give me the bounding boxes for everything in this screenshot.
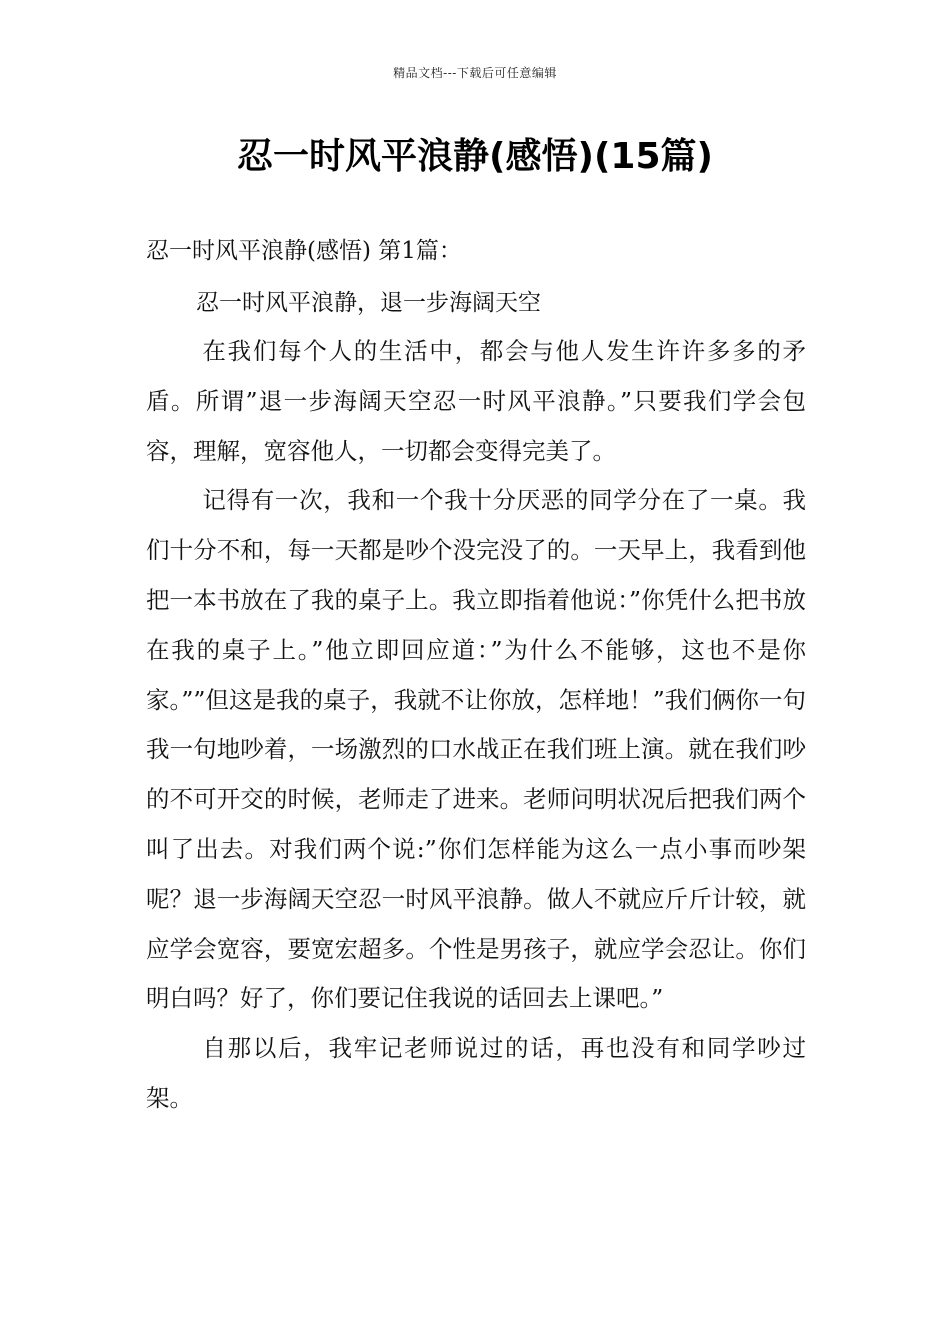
paragraph: 在我们每个人的生活中，都会与他人发生许许多多的矛盾。所谓”退一步海阔天空忍一时风平浪静。”只要我们学会包容，理解，宽容他人，一切都会变得完美了。: [146, 337, 806, 465]
paragraph: 自那以后，我牢记老师说过的话，再也没有和同学吵过架。: [146, 1034, 806, 1112]
header-note: 精品文档---下载后可任意编辑: [393, 66, 557, 80]
essay-subtitle: 忍一时风平浪静，退一步海阔天空: [196, 290, 541, 316]
document-title: 忍一时风平浪静(感悟)(15篇): [237, 136, 713, 177]
paragraph: 记得有一次，我和一个我十分厌恶的同学分在了一桌。我们十分不和，每一天都是吵个没完没了的。一天早上，我看到他把一本书放在了我的桌子上。我立即指着他说：”你凭什么把书放在我的桌子上。”他立即回应道：”为什么不能够，这也不是你家。””但这是我的桌子，我就不让你放，怎样地！”我们俩你一句我一句地吵着，一场激烈的口水战正在我们班上演。就在我们吵的不可开交的时候，老师走了进来。老师问明状况后把我们两个叫了出去。对我们两个说:”你们怎样能为这么一点小事而吵架呢？退一步海阔天空忍一时风平浪静。做人不就应斤斤计较，就应学会宽容，要宽宏超多。个性是男孩子，就应学会忍让。你们明白吗？好了，你们要记住我说的话回去上课吧。”: [146, 486, 806, 1013]
essay-body: [146, 327, 806, 1124]
section-heading: 忍一时风平浪静(感悟) 第1篇：: [146, 238, 462, 264]
